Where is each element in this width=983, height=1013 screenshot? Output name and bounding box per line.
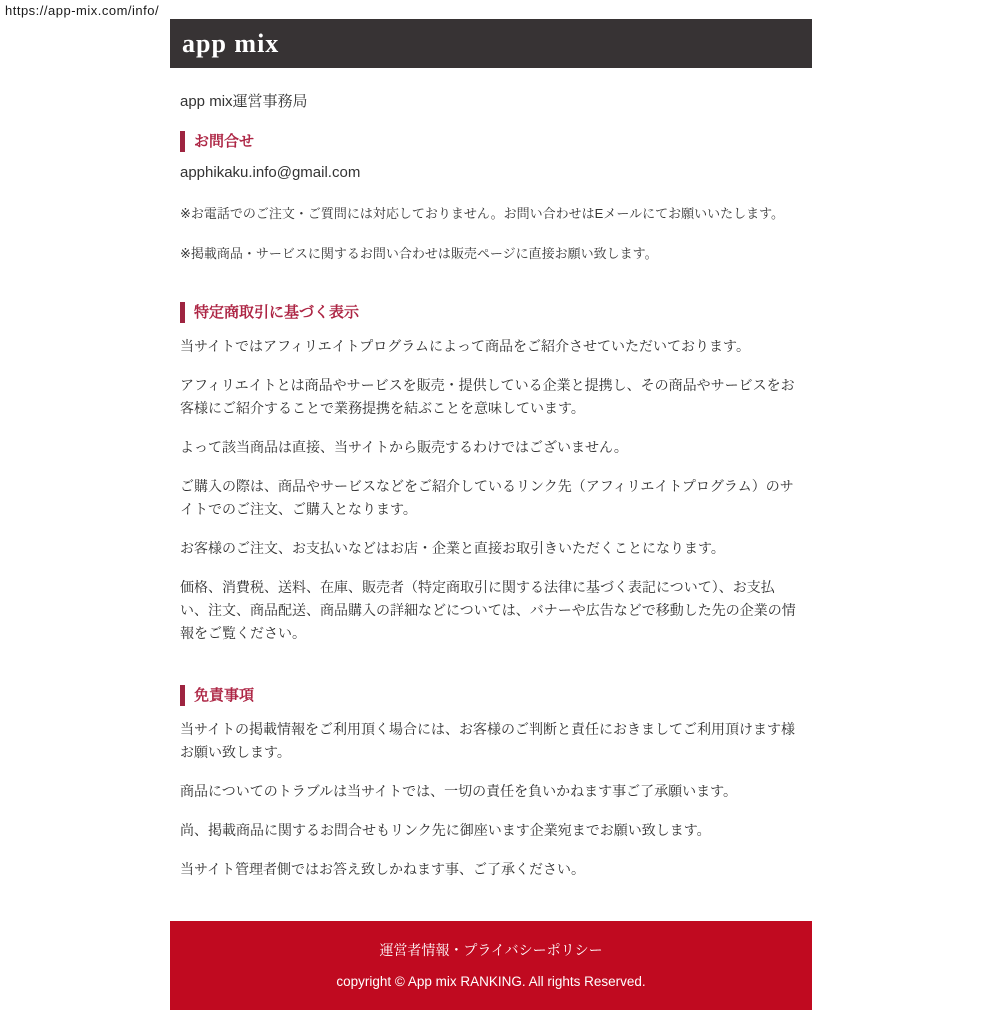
page-container	[170, 0, 812, 1010]
section-heading-disclaimer: 免責事項	[180, 685, 798, 706]
main-content	[170, 93, 812, 881]
site-logo: app mix	[182, 28, 280, 58]
section-heading-contact: お問合せ	[180, 131, 798, 152]
page-url: https://app-mix.com/info/	[5, 3, 160, 18]
section-heading-commercial-law: 特定商取引に基づく表示	[180, 302, 798, 323]
paragraph: 当サイトではアフィリエイトプログラムによって商品をご紹介させていただいております。	[180, 338, 750, 354]
site-header	[170, 19, 812, 68]
paragraph: よって該当商品は直接、当サイトから販売するわけではございません。	[180, 439, 628, 455]
paragraph: 尚、掲載商品に関するお問合せもリンク先に御座います企業宛までお願い致します。	[180, 822, 711, 838]
contact-note: ※掲載商品・サービスに関するお問い合わせは販売ページに直接お願い致します。	[180, 246, 658, 261]
section-commercial-law	[180, 302, 798, 645]
section-contact	[180, 131, 798, 262]
paragraph: アフィリエイトとは商品やサービスを販売・提供している企業と提携し、その商品やサービスをお客様にご紹介することで業務提携を結ぶことを意味しています。	[180, 377, 795, 416]
footer-privacy-policy-link[interactable]: 運営者情報・プライバシーポリシー	[379, 942, 603, 958]
paragraph: 当サイト管理者側ではお答え致しかねます事、ご了承ください。	[180, 861, 586, 877]
operator-name: app mix運営事務局	[180, 93, 308, 110]
contact-email: apphikaku.info@gmail.com	[180, 164, 361, 181]
paragraph: ご購入の際は、商品やサービスなどをご紹介しているリンク先（アフィリエイトプログラム）のサイトでのご注文、ご購入となります。	[180, 478, 794, 517]
paragraph: 価格、消費税、送料、在庫、販売者（特定商取引に関する法律に基づく表記について）、お支払い、注文、商品配送、商品購入の詳細などについては、バナーや広告などで移動した先の企業の情報をご覧ください。	[180, 579, 796, 641]
paragraph: 当サイトの掲載情報をご利用頂く場合には、お客様のご判断と責任におきましてご利用頂けます様お願い致します。	[180, 721, 796, 760]
site-footer	[170, 921, 812, 1010]
paragraph: お客様のご注文、お支払いなどはお店・企業と直接お取引きいただくことになります。	[180, 540, 725, 556]
contact-note: ※お電話でのご注文・ご質問には対応しておりません。お問い合わせはEメールにてお願いいたします。	[180, 206, 785, 221]
paragraph: 商品についてのトラブルは当サイトでは、一切の責任を負いかねます事ご了承願います。	[180, 783, 738, 799]
footer-copyright: copyright © App mix RANKING. All rights Reserved.	[336, 974, 646, 989]
section-disclaimer	[180, 685, 798, 881]
